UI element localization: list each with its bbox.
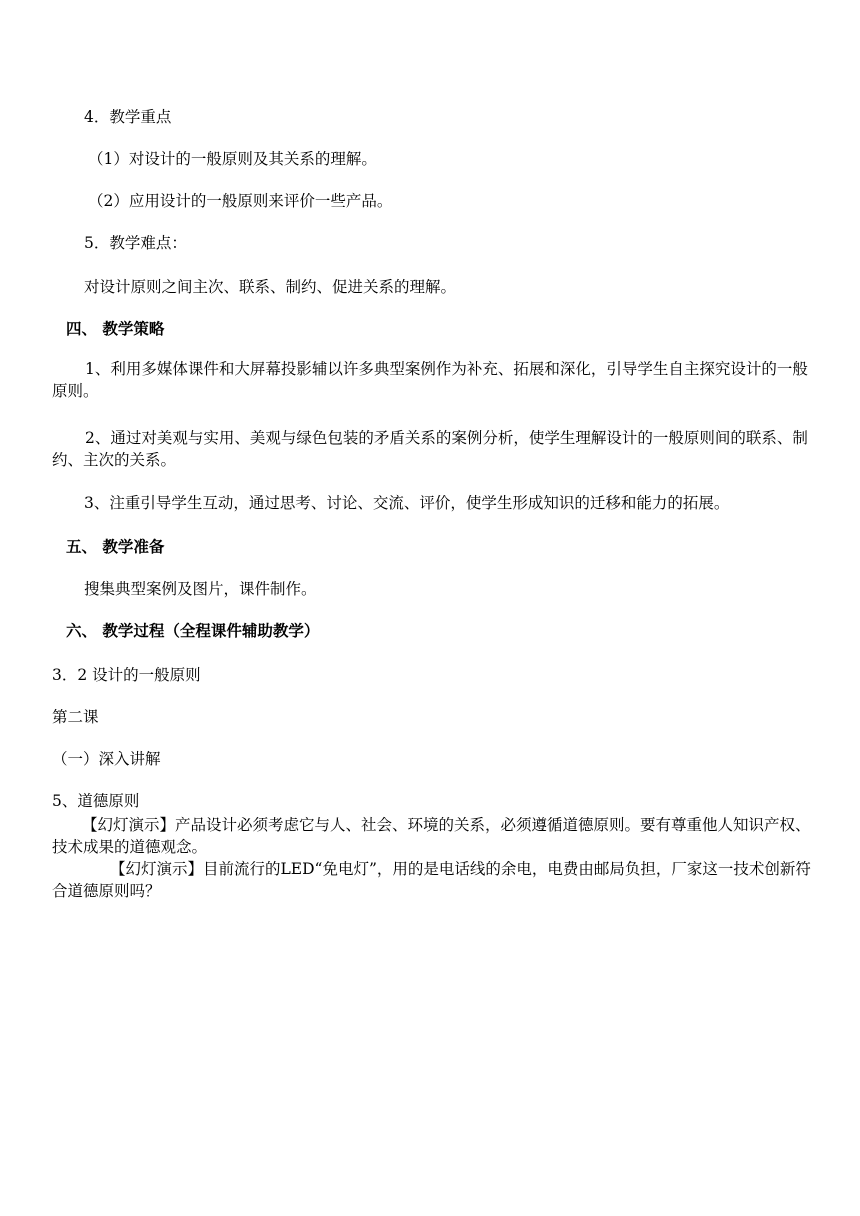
preparation-heading: 五、 教学准备 bbox=[66, 538, 165, 556]
slide-paragraph: 【幻灯演示】目前流行的LED“免电灯”，用的是电话线的余电，电费由邮局负担，厂家这一技术创新符合道德原则吗？ bbox=[52, 860, 811, 900]
strategy-paragraph: 2、通过对美观与实用、美观与绿色包装的矛盾关系的案例分析，使学生理解设计的一般原则间的联系、制约、主次的关系。 bbox=[52, 429, 808, 469]
part-title: （一）深入讲解 bbox=[52, 750, 161, 768]
lesson-title: 第二课 bbox=[52, 708, 99, 726]
principle-title: 5、道德原则 bbox=[52, 792, 140, 810]
process-heading: 六、 教学过程（全程课件辅助教学） bbox=[66, 622, 320, 640]
strategy-paragraph: 3、注重引导学生互动，通过思考、讨论、交流、评价，使学生形成知识的迁移和能力的拓展。 bbox=[84, 494, 730, 512]
strategy-heading: 四、 教学策略 bbox=[66, 320, 165, 338]
strategy-paragraph: 1、利用多媒体课件和大屏幕投影辅以许多典型案例作为补充、拓展和深化，引导学生自主探究设计的一般原则。 bbox=[52, 360, 808, 400]
difficulties-heading: 5．教学难点： bbox=[84, 234, 187, 252]
preparation-text: 搜集典型案例及图片，课件制作。 bbox=[84, 580, 317, 598]
section-title: 3．2 设计的一般原则 bbox=[52, 666, 201, 684]
difficulties-text: 对设计原则之间主次、联系、制约、促进关系的理解。 bbox=[84, 278, 457, 296]
key-point-item: （2）应用设计的一般原则来评价一些产品。 bbox=[88, 192, 393, 210]
key-point-item: （1）对设计的一般原则及其关系的理解。 bbox=[88, 150, 377, 168]
slide-paragraph: 【幻灯演示】产品设计必须考虑它与人、社会、环境的关系，必须遵循道德原则。要有尊重他人知识产权、技术成果的道德观念。 bbox=[52, 816, 811, 856]
key-points-heading: 4．教学重点 bbox=[84, 108, 172, 126]
